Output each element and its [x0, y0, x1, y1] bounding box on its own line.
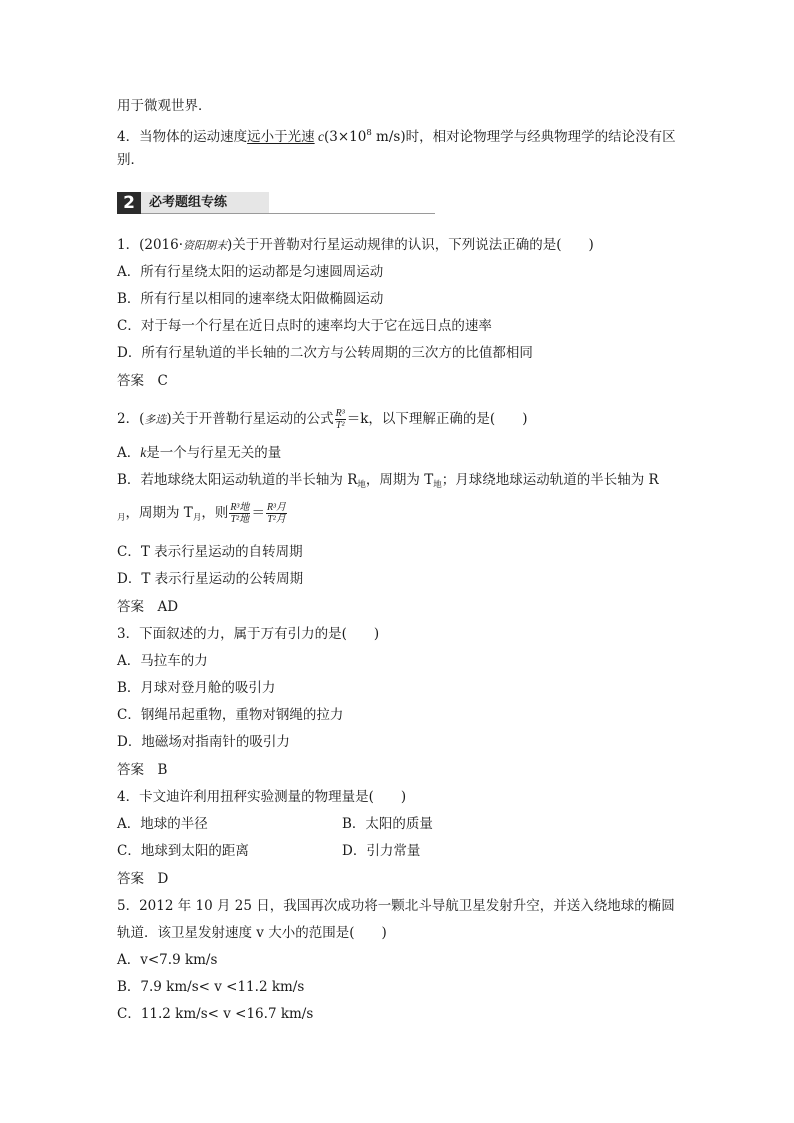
option: C．对于每一个行星在近日点时的速率均大于它在远日点的速率: [117, 318, 492, 334]
option: B．所有行星以相同的速率绕太阳做椭圆运动: [117, 291, 384, 307]
superscript: 8: [366, 128, 372, 138]
fraction-denominator: T²月: [267, 514, 286, 525]
text-span: ＝k，以下理解正确的是( ): [346, 411, 528, 427]
option: [117, 470, 659, 495]
text-span: c: [314, 129, 324, 144]
option: [117, 443, 281, 463]
formula-fraction: [335, 408, 346, 431]
text-span: B．若地球绕太阳运动轨道的半长轴为 R: [117, 472, 358, 488]
subscript: 地: [357, 480, 366, 490]
fraction-numerator: R³地: [230, 502, 250, 513]
option: D．引力常量: [342, 843, 421, 859]
source-tag: 资阳期末: [183, 239, 228, 252]
subscript: 月: [192, 513, 202, 523]
option: C．地球到太阳的距离: [117, 843, 249, 859]
text-span: 1．(2016·: [117, 237, 184, 253]
text-span: 是一个与行星无关的量: [146, 445, 282, 461]
subscript: 地: [433, 480, 442, 490]
question-stem: 4．卡文迪许利用扭秤实验测量的物理量是( ): [117, 789, 407, 805]
option: A．马拉车的力: [117, 653, 208, 669]
text-span: (3×10: [323, 129, 367, 145]
answer: 答案 D: [117, 871, 169, 887]
answer: 答案 AD: [117, 599, 179, 615]
fraction-numerator: R³: [335, 408, 345, 419]
underlined-text: 远小于光速: [247, 129, 315, 145]
option-continued: [117, 502, 288, 528]
fraction-denominator: T²地: [230, 514, 250, 525]
option: B．月球对登月舱的吸引力: [117, 680, 276, 696]
option: D．地磁场对指南针的吸引力: [117, 734, 290, 750]
text-line: 用于微观世界．: [117, 98, 212, 114]
text-line: [117, 123, 676, 147]
question-stem: 3．下面叙述的力，属于万有引力的是( ): [117, 626, 380, 642]
option: A．v<7.9 km/s: [117, 952, 218, 968]
text-line: 别．: [117, 152, 144, 168]
formula-fraction: [229, 502, 250, 525]
text-span: 4．当物体的运动速度: [117, 129, 248, 145]
text-span: m/s)时，相对论物理学与经典物理学的结论没有区: [371, 129, 676, 145]
source-tag: 多选: [144, 413, 167, 426]
fraction-denominator: T²: [335, 420, 345, 431]
text-span: ；月球绕地球运动轨道的半长轴为 R: [441, 472, 659, 488]
text-span: A．: [117, 445, 141, 461]
text-span: ，周期为 T: [125, 505, 193, 521]
option: D．T 表示行星运动的公转周期: [117, 571, 304, 587]
question-stem: 5．2012 年 10 月 25 日，我国再次成功将一颗北斗导航卫星发射升空，并送入绕地球的椭圆: [117, 898, 675, 914]
section-title: 必考题组专练: [141, 192, 269, 214]
text-span: 2．(: [117, 411, 145, 427]
option: C．钢绳吊起重物，重物对钢绳的拉力: [117, 707, 344, 723]
option: A．所有行星绕太阳的运动都是匀速圆周运动: [117, 264, 384, 280]
answer: 答案 C: [117, 373, 168, 389]
section-header: [117, 192, 435, 214]
text-span: )关于开普勒对行星运动规律的认识，下列说法正确的是( ): [227, 237, 594, 253]
text-span: )关于开普勒行星运动的公式: [166, 411, 334, 427]
divider: [141, 213, 435, 214]
option: C．T 表示行星运动的自转周期: [117, 544, 303, 560]
option: B．7.9 km/s< v <11.2 km/s: [117, 979, 305, 995]
subscript: 月: [117, 513, 126, 523]
option: C．11.2 km/s< v <16.7 km/s: [117, 1006, 314, 1022]
answer: 答案 B: [117, 762, 168, 778]
option: A．地球的半径: [117, 816, 208, 832]
formula-fraction: [266, 502, 287, 525]
text-span: ，则: [201, 505, 229, 521]
option: D．所有行星轨道的半长轴的二次方与公转周期的三次方的比值都相同: [117, 345, 533, 361]
option: B．太阳的质量: [342, 816, 433, 832]
question-stem: [117, 408, 527, 431]
text-span: ，周期为 T: [365, 472, 434, 488]
question-stem-continued: 轨道．该卫星发射速度 v 大小的范围是( ): [117, 925, 387, 941]
text-span: ＝: [251, 505, 265, 521]
question-stem: [117, 235, 594, 256]
variable: k: [140, 445, 147, 460]
section-number: 2: [117, 192, 141, 214]
fraction-numerator: R³月: [266, 502, 287, 513]
